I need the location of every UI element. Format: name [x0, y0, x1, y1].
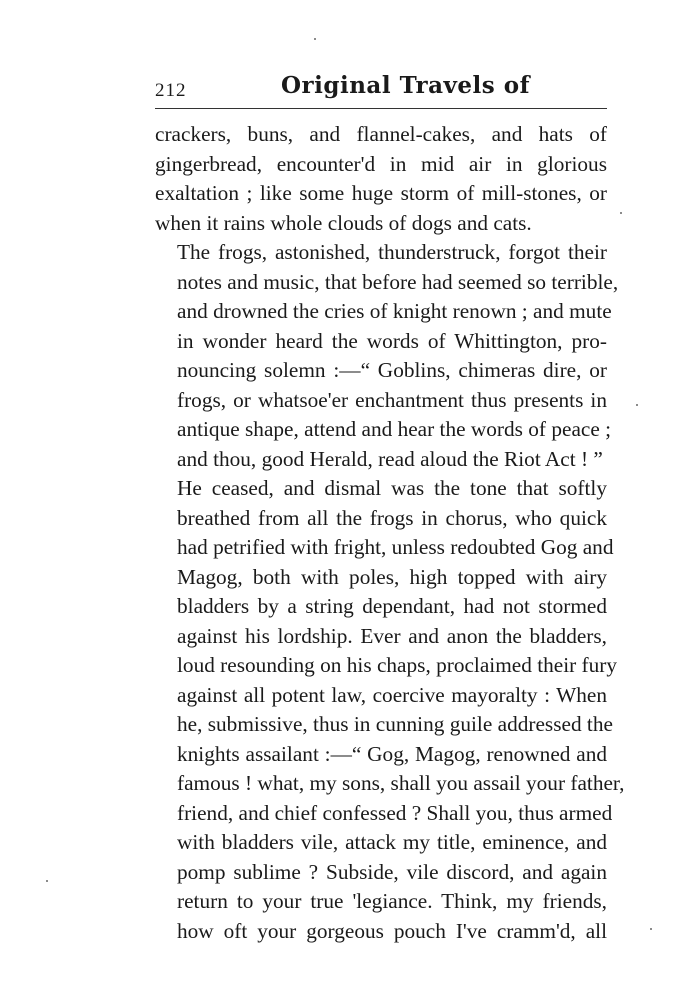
text-line: in wonder heard the words of Whittington, pro-: [177, 328, 607, 353]
text-line: against his lordship. Ever and anon the bladders,: [177, 623, 607, 648]
text-line: he, submissive, thus in cunning guile addressed the: [177, 712, 613, 736]
page-header: [155, 72, 607, 106]
text-line: antique shape, attend and hear the words of peace ;: [177, 417, 612, 441]
text-line: breathed from all the frogs in chorus, who quick: [177, 505, 607, 530]
text-line: famous ! what, my sons, shall you assail your father,: [177, 771, 625, 795]
text-line: gingerbread, encounter'd in mid air in glorious: [155, 151, 607, 176]
text-line: bladders by a string dependant, had not stormed: [177, 594, 607, 618]
text-line: how oft your gorgeous pouch I've cramm'd, all: [177, 918, 607, 943]
paragraph-1: [155, 120, 607, 238]
text-line: notes and music, that before had seemed so terrible,: [177, 269, 619, 294]
paper-speck: [650, 928, 652, 930]
text-line: pomp sublime ? Subside, vile discord, and again: [177, 859, 607, 884]
text-line: The frogs, astonished, thunderstruck, forgot their: [177, 240, 607, 264]
running-title: Original Travels of: [281, 72, 530, 99]
text-line: exaltation ; like some huge storm of mill-stones, or: [155, 181, 607, 205]
text-line: when it rains whole clouds of dogs and cats.: [155, 210, 532, 235]
page-number: 212: [155, 80, 187, 101]
paragraph-3: [155, 474, 625, 946]
paper-speck: [46, 880, 48, 882]
text-line: frogs, or whatsoe'er enchantment thus presents in: [177, 387, 607, 412]
header-rule: [155, 108, 607, 109]
text-line: with bladders vile, attack my title, eminence, and: [177, 830, 607, 854]
text-line: He ceased, and dismal was the tone that softly: [177, 476, 607, 500]
paper-speck: [620, 212, 622, 214]
paper-speck: [636, 404, 638, 406]
text-line: nouncing solemn :—“ Goblins, chimeras dire, or: [177, 358, 607, 382]
text-line: friend, and chief confessed ? Shall you, thus armed: [177, 800, 613, 825]
text-line: Magog, both with poles, high topped with airy: [177, 564, 607, 589]
body-text: [155, 120, 625, 946]
paper-speck: [314, 38, 316, 40]
text-line: against all potent law, coercive mayoralty : When: [177, 682, 607, 707]
paragraph-2: [155, 238, 619, 474]
text-line: return to your true 'legiance. Think, my friends,: [177, 889, 607, 913]
text-line: crackers, buns, and flannel-cakes, and hats of: [155, 122, 607, 146]
text-line: and drowned the cries of knight renown ; and mute: [177, 299, 612, 323]
text-line: had petrified with fright, unless redoubted Gog and: [177, 535, 614, 559]
text-line: knights assailant :—“ Gog, Magog, renowned and: [177, 741, 607, 766]
text-line: loud resounding on his chaps, proclaimed their fury: [177, 653, 618, 677]
text-line: and thou, good Herald, read aloud the Riot Act ! ”: [177, 446, 603, 471]
